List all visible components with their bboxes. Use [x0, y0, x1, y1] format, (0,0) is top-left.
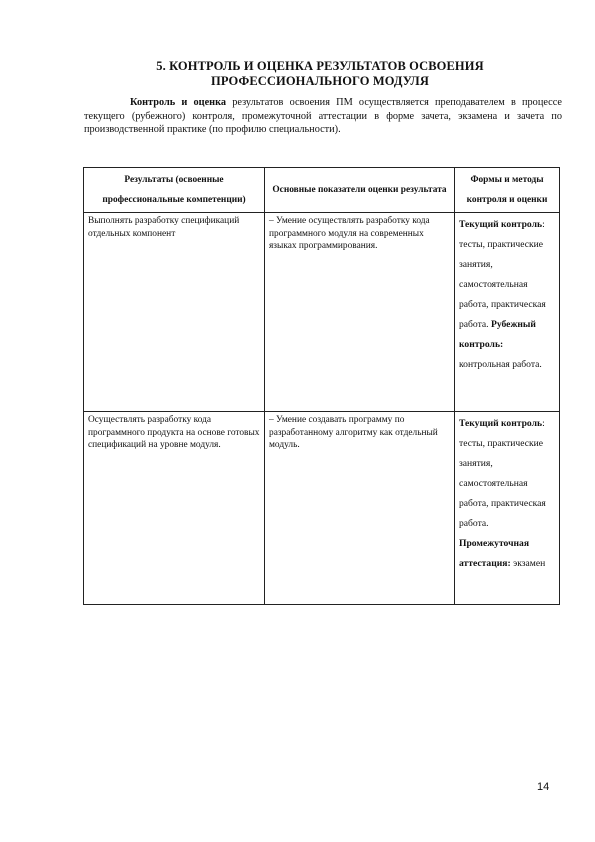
indicator-cell [265, 213, 455, 412]
header-results: Результаты (освоенные профессиональные компетенции) [84, 168, 265, 213]
intro-paragraph [84, 96, 562, 137]
table-row [84, 412, 560, 605]
table-row [84, 213, 560, 412]
intro-text: результатов освоения ПМ осуществляется преподавателем в процессе текущего (рубежного) контроля, промежуточной аттестации в форме зачета, экзамена и зачета по производственной практике (по профилю специальности). [84, 97, 562, 135]
indicator-text: – Умение осуществлять разработку кода программного модуля на современных языках программирования. [269, 216, 430, 251]
assessment-table [83, 167, 560, 605]
forms-text: контрольная работа. [459, 359, 542, 370]
intro-bold-lead: Контроль и оценка [130, 97, 227, 108]
indicator-cell [265, 412, 455, 605]
result-text: Осуществлять разработку кода программного продукта на основе готовых спецификаций на уровне модуля. [88, 415, 260, 450]
header-forms: Формы и методы контроля и оценки [455, 168, 560, 213]
forms-label: Текущий контроль [459, 219, 543, 230]
indicator-text: – Умение создавать программу по разработанному алгоритму как отдельный модуль. [269, 415, 438, 450]
section-heading [80, 59, 560, 89]
table-header-row [84, 168, 560, 213]
section-title-line1: 5. КОНТРОЛЬ И ОЦЕНКА РЕЗУЛЬТАТОВ ОСВОЕНИЯ [156, 59, 484, 73]
result-cell [84, 213, 265, 412]
forms-label: Текущий контроль [459, 418, 543, 429]
forms-cell [455, 213, 560, 412]
result-cell [84, 412, 265, 605]
forms-text: экзамен [510, 558, 546, 569]
section-title-line2: ПРОФЕССИОНАЛЬНОГО МОДУЛЯ [211, 74, 429, 88]
forms-label: Промежуточная аттестация: [459, 538, 530, 569]
forms-text: : тесты, практические занятия, самостоятельная работа, практическая работа. [459, 219, 546, 330]
forms-cell [455, 412, 560, 605]
forms-text: : тесты, практические занятия, самостоятельная работа, практическая работа. [459, 418, 546, 529]
page-number: 14 [537, 781, 550, 793]
result-text: Выполнять разработку спецификаций отдельных компонент [88, 216, 240, 239]
forms-label: Рубежный контроль: [459, 319, 536, 350]
header-indicators: Основные показатели оценки результата [265, 168, 455, 213]
